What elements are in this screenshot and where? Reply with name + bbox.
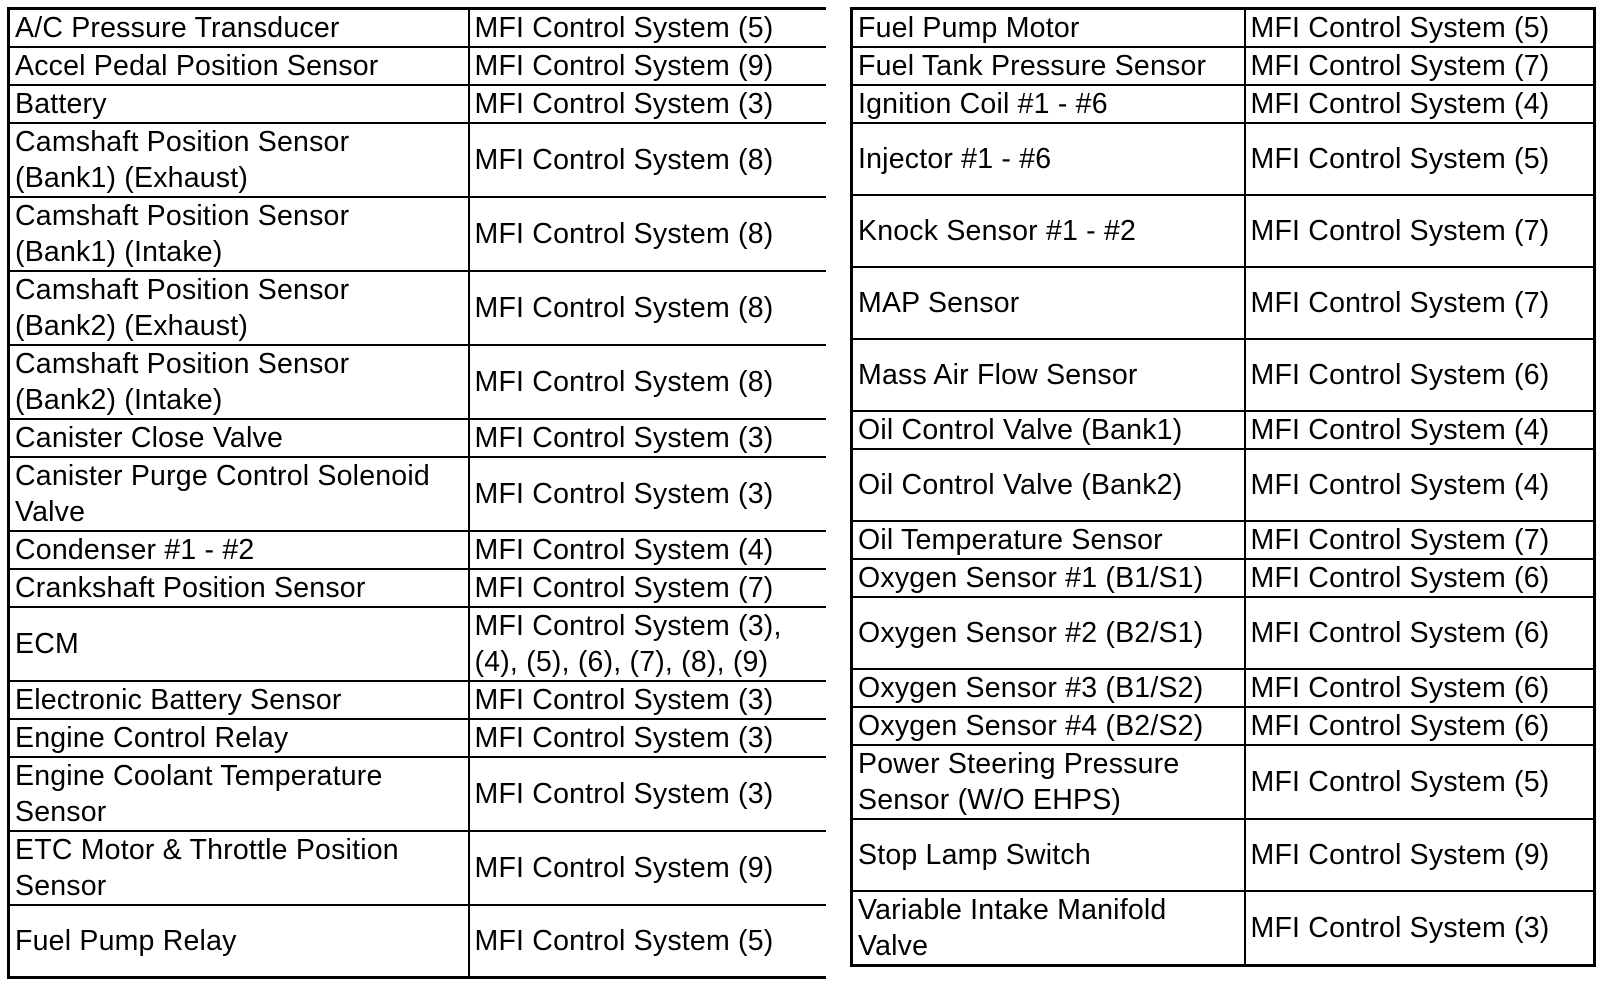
component-cell: Accel Pedal Position Sensor [9,47,469,85]
reference-cell: MFI Control System (7) [1245,47,1595,85]
component-cell: Injector #1 - #6 [852,123,1245,195]
table-row [852,745,1595,819]
component-cell: Oil Temperature Sensor [852,521,1245,559]
table-row [9,607,828,681]
table-row [852,47,1595,85]
reference-cell: MFI Control System (5) [1245,745,1595,819]
table-row [9,905,828,978]
component-cell: Oxygen Sensor #1 (B1/S1) [852,559,1245,597]
reference-cell: MFI Control System (6) [1245,339,1595,411]
reference-cell: MFI Control System (5) [469,905,828,978]
component-index-sheet [7,7,1593,997]
table-row [852,707,1595,745]
reference-cell: MFI Control System (8) [469,271,828,345]
table-row [9,9,828,48]
reference-cell: MFI Control System (6) [1245,597,1595,669]
reference-cell: MFI Control System (6) [1245,669,1595,707]
component-cell: Canister Close Valve [9,419,469,457]
component-cell: A/C Pressure Transducer [9,9,469,48]
table-row [9,531,828,569]
component-cell: Oil Control Valve (Bank2) [852,449,1245,521]
component-cell: ETC Motor & Throttle Position Sensor [9,831,469,905]
reference-cell: MFI Control System (9) [1245,819,1595,891]
table-row [852,267,1595,339]
component-cell: Mass Air Flow Sensor [852,339,1245,411]
reference-cell: MFI Control System (5) [1245,123,1595,195]
component-cell: Knock Sensor #1 - #2 [852,195,1245,267]
component-cell: Oxygen Sensor #2 (B2/S1) [852,597,1245,669]
table-row [852,411,1595,449]
right-component-table [850,7,1596,967]
component-cell: Oxygen Sensor #4 (B2/S2) [852,707,1245,745]
component-cell: MAP Sensor [852,267,1245,339]
component-cell: Camshaft Position Sensor (Bank1) (Exhaust) [9,123,469,197]
component-cell: Power Steering Pressure Sensor (W/O EHPS) [852,745,1245,819]
table-row [852,195,1595,267]
component-cell: Camshaft Position Sensor (Bank2) (Intake) [9,345,469,419]
column-gap [826,7,850,997]
table-row [852,521,1595,559]
table-row [9,457,828,531]
reference-cell: MFI Control System (3) [469,419,828,457]
component-cell: Oxygen Sensor #3 (B1/S2) [852,669,1245,707]
table-row [9,419,828,457]
component-cell: Fuel Pump Motor [852,9,1245,48]
reference-cell: MFI Control System (3) [469,457,828,531]
reference-cell: MFI Control System (3), (4), (5), (6), (7), (8), (9) [469,607,828,681]
table-row [852,123,1595,195]
table-row [9,197,828,271]
reference-cell: MFI Control System (9) [469,831,828,905]
component-cell: Camshaft Position Sensor (Bank2) (Exhaust) [9,271,469,345]
table-row [9,47,828,85]
table-row [852,819,1595,891]
reference-cell: MFI Control System (7) [469,569,828,607]
component-cell: Fuel Tank Pressure Sensor [852,47,1245,85]
reference-cell: MFI Control System (4) [469,531,828,569]
table-row [9,85,828,123]
table-row [9,271,828,345]
table-row [9,569,828,607]
reference-cell: MFI Control System (4) [1245,449,1595,521]
reference-cell: MFI Control System (7) [1245,195,1595,267]
component-cell: ECM [9,607,469,681]
reference-cell: MFI Control System (8) [469,123,828,197]
component-cell: Crankshaft Position Sensor [9,569,469,607]
reference-cell: MFI Control System (9) [469,47,828,85]
component-cell: Electronic Battery Sensor [9,681,469,719]
table-row [9,681,828,719]
reference-cell: MFI Control System (4) [1245,85,1595,123]
left-component-table [7,7,829,979]
table-row [852,669,1595,707]
component-cell: Ignition Coil #1 - #6 [852,85,1245,123]
reference-cell: MFI Control System (5) [469,9,828,48]
table-row [852,339,1595,411]
table-row [9,123,828,197]
reference-cell: MFI Control System (4) [1245,411,1595,449]
component-cell: Fuel Pump Relay [9,905,469,978]
reference-cell: MFI Control System (6) [1245,559,1595,597]
component-cell: Camshaft Position Sensor (Bank1) (Intake) [9,197,469,271]
component-cell: Canister Purge Control Solenoid Valve [9,457,469,531]
component-cell: Battery [9,85,469,123]
reference-cell: MFI Control System (3) [469,757,828,831]
component-cell: Variable Intake Manifold Valve [852,891,1245,966]
table-row [852,597,1595,669]
table-row [852,85,1595,123]
reference-cell: MFI Control System (8) [469,197,828,271]
component-cell: Stop Lamp Switch [852,819,1245,891]
table-row [852,559,1595,597]
reference-cell: MFI Control System (8) [469,345,828,419]
table-row [9,831,828,905]
reference-cell: MFI Control System (3) [469,85,828,123]
reference-cell: MFI Control System (3) [469,681,828,719]
reference-cell: MFI Control System (7) [1245,267,1595,339]
reference-cell: MFI Control System (7) [1245,521,1595,559]
reference-cell: MFI Control System (3) [469,719,828,757]
table-row [9,757,828,831]
table-row [852,891,1595,966]
table-row [852,449,1595,521]
table-row [9,719,828,757]
table-row [9,345,828,419]
component-cell: Condenser #1 - #2 [9,531,469,569]
reference-cell: MFI Control System (5) [1245,9,1595,48]
table-row [852,9,1595,48]
reference-cell: MFI Control System (3) [1245,891,1595,966]
component-cell: Oil Control Valve (Bank1) [852,411,1245,449]
reference-cell: MFI Control System (6) [1245,707,1595,745]
component-cell: Engine Control Relay [9,719,469,757]
component-cell: Engine Coolant Temperature Sensor [9,757,469,831]
